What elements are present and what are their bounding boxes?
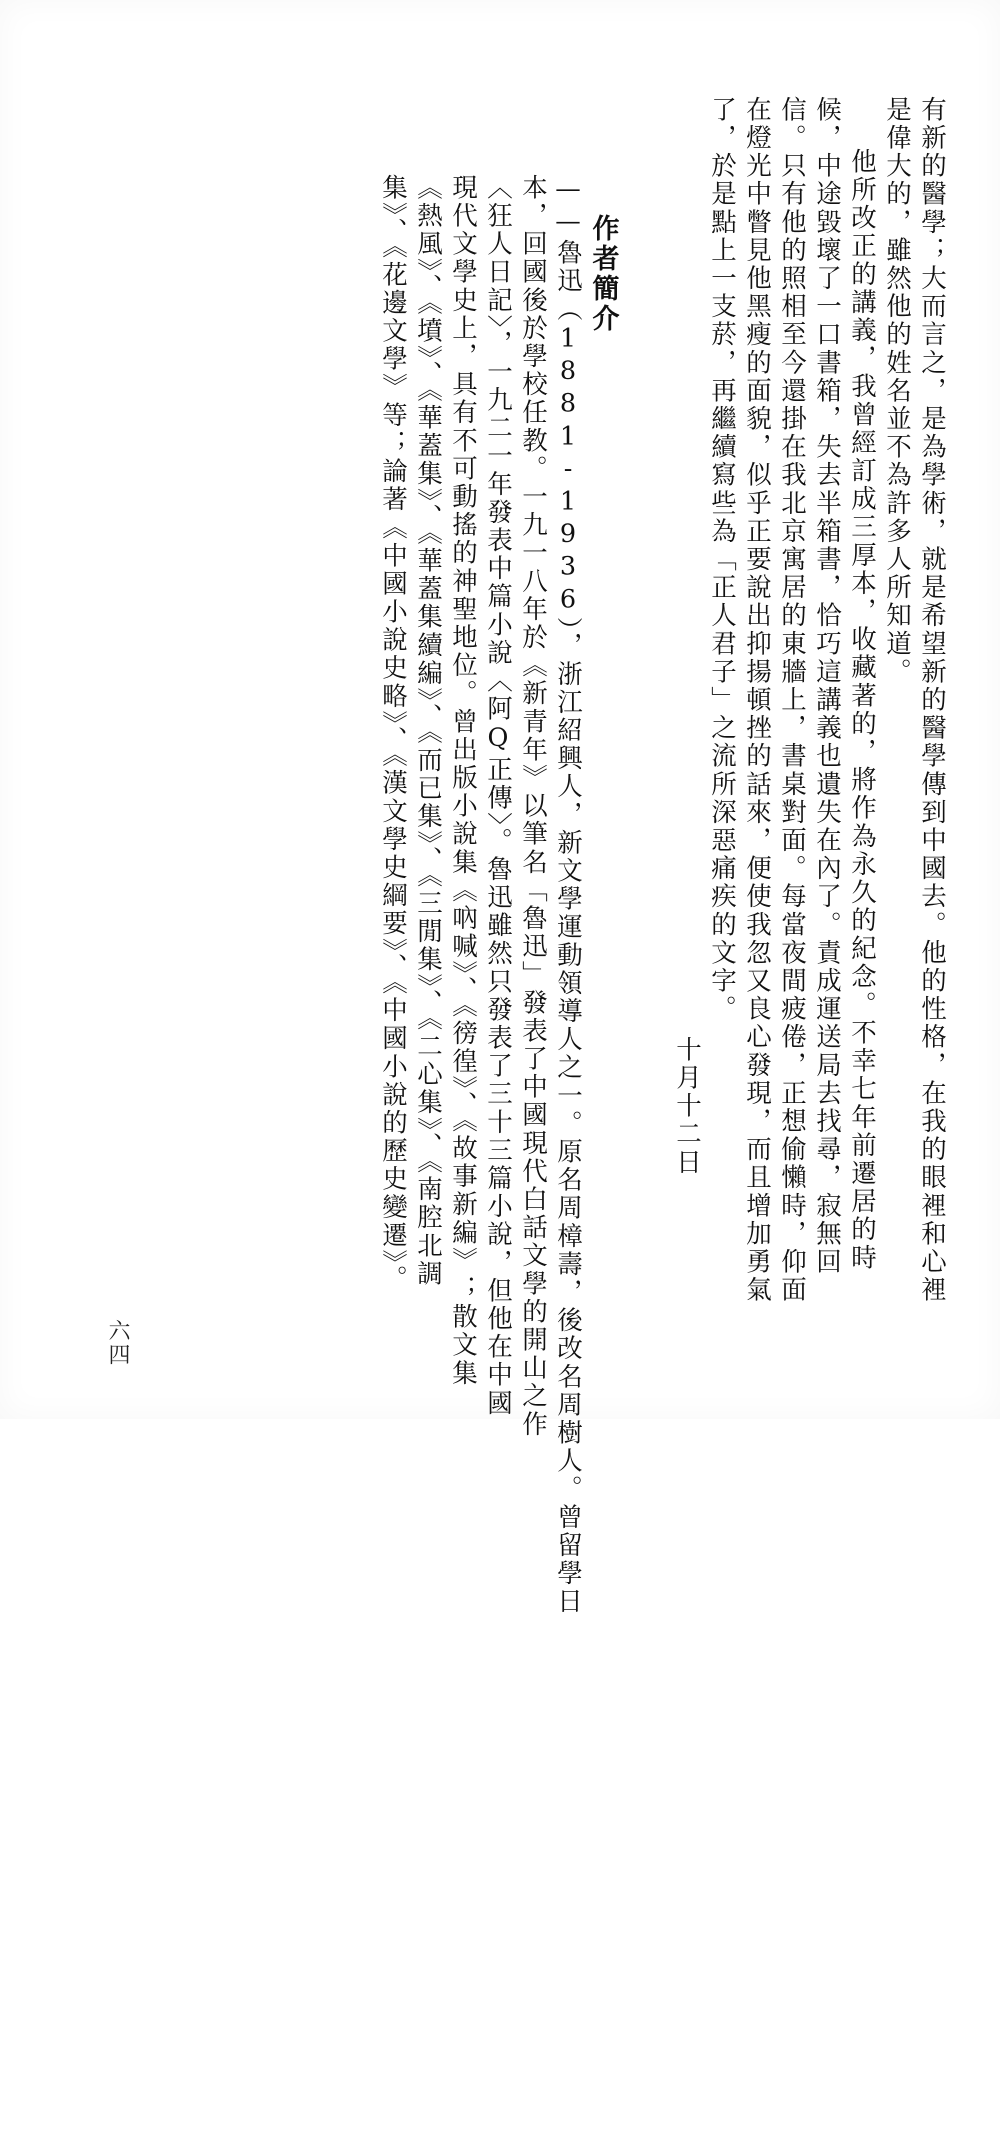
author-bio-column: ——魯迅（1881-1936），浙江紹興人，新文學運動領導人之一。原名周樟壽，後改名周樹人。曾留學日 xyxy=(553,174,583,1616)
text-column: 他所改正的講義，我曾經訂成三厚本，收藏著的，將作為永久的紀念。不幸七年前遷居的時 xyxy=(847,148,877,1272)
author-bio-column: 本，回國後於學校任教。一九一八年於《新青年》以筆名「魯迅」發表了中國現代白話文學的開山之作 xyxy=(518,174,548,1439)
text-column: 候，中途毀壞了一口書箱，失去半箱書，恰巧這講義也遺失在內了。責成運送局去找尋，寂無回 xyxy=(812,96,842,1277)
text-column: 在燈光中瞥見他黑瘦的面貌，似乎正要說出抑揚頓挫的話來，便使我忽又良心發現，而且增加勇氣 xyxy=(742,96,772,1305)
text-column: 有新的醫學；大而言之，是為學術，就是希望新的醫學傳到中國去。他的性格，在我的眼裡和心裡 xyxy=(917,96,947,1305)
author-section-heading: 作者簡介 xyxy=(587,214,619,334)
text-column: 了，於是點上一支菸，再繼續寫些為「正人君子」之流所深惡痛疾的文字。 xyxy=(707,96,737,1024)
text-column: 是偉大的，雖然他的姓名並不為許多人所知道。 xyxy=(882,96,912,687)
author-bio-column: 《熱風》、《墳》、《華蓋集》、《華蓋集續編》、《而已集》、《三閒集》、《二心集》、《南腔北調 xyxy=(413,174,443,1289)
author-bio-column: 〈狂人日記〉，一九二一年發表中篇小說〈阿Q正傳〉。魯迅雖然只發表了三十三篇小說，但他在中國 xyxy=(483,174,513,1418)
text-column: 信。只有他的照相至今還掛在我北京寓居的東牆上，書桌對面。每當夜間疲倦，正想偷懶時，仰面 xyxy=(777,96,807,1305)
page-number: 六四 xyxy=(105,1319,130,1367)
date-line: 十月十二日 xyxy=(672,1036,702,1177)
author-bio-column: 集》、《花邊文學》等；論著《中國小說史略》、《漢文學史綱要》、《中國小說的歷史變遷》。 xyxy=(378,174,408,1294)
author-bio-column: 現代文學史上，具有不可動搖的神聖地位。曾出版小說集《吶喊》、《徬徨》、《故事新編》；散文集 xyxy=(448,174,478,1388)
section-gap xyxy=(626,96,664,1196)
